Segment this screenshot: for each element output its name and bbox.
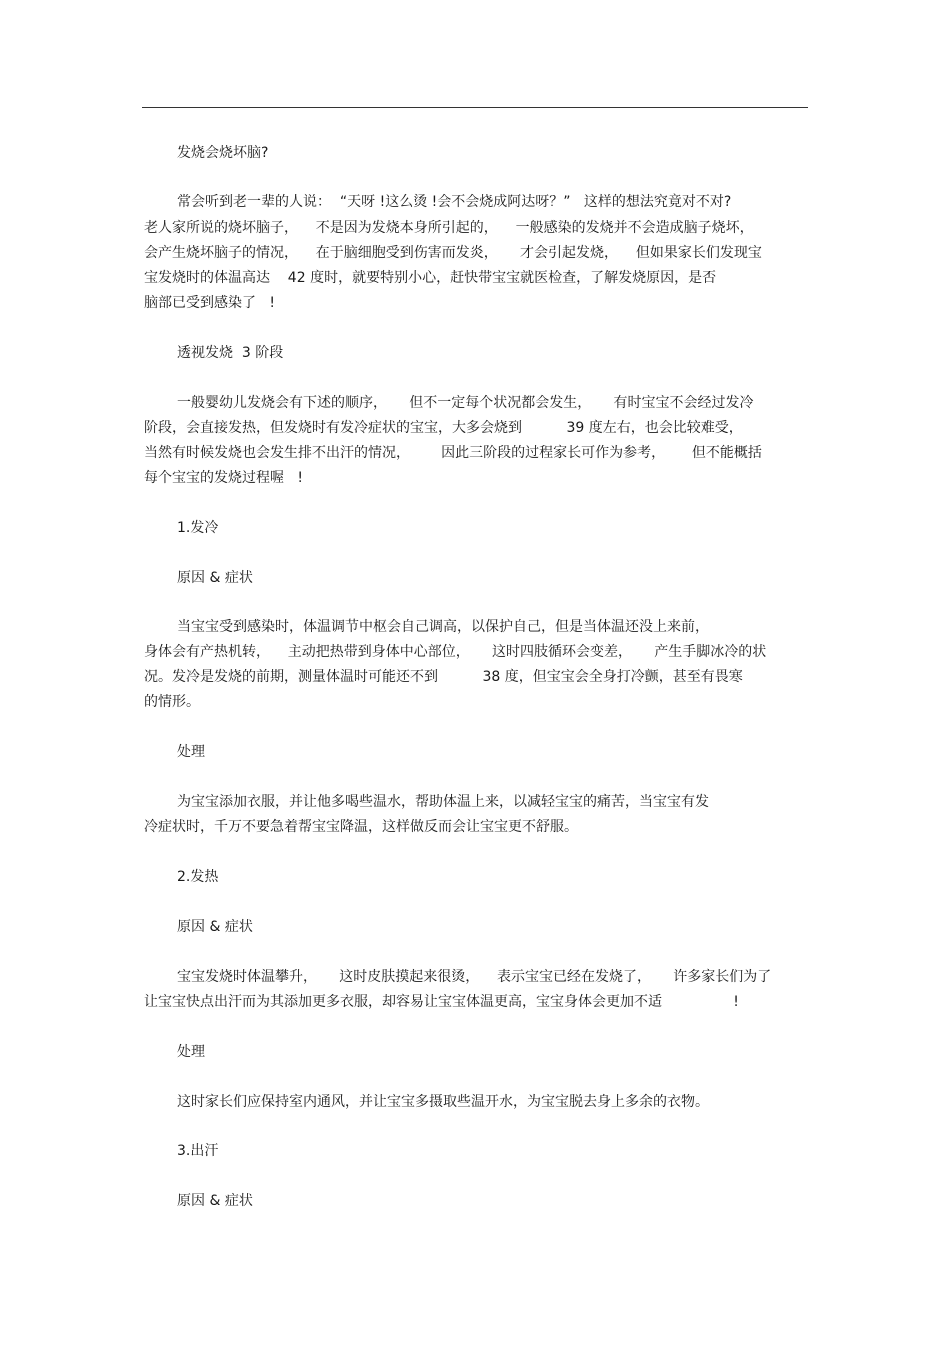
stage1-cause-line-3: 况。发冷是发烧的前期，测量体温时可能还不到 38 度，但宝宝会全身打冷颤，甚至有畏寒 [144,669,743,685]
stage2-cause-line-1: 宝宝发烧时体温攀升， 这时皮肤摸起来很烫， 表示宝宝已经在发烧了， 许多家长们为了 [177,969,772,985]
stage3-title: 3.出汗 [177,1143,219,1159]
stage1-treat-label: 处理 [177,744,205,760]
stage1-cause-line-4: 的情形。 [144,694,200,710]
stage1-treat-line-2: 冷症状时，千万不要急着帮宝宝降温，这样做反而会让宝宝更不舒服。 [144,819,578,835]
stage2-treat-label: 处理 [177,1044,205,1060]
stage3-cause-label: 原因 & 症状 [177,1193,253,1209]
stage1-title: 1.发冷 [177,520,219,536]
heading-brain: 发烧会烧坏脑? [177,145,269,161]
para-brain-line-5: 脑部已受到感染了 ! [144,295,275,311]
para-brain-line-2: 老人家所说的烧坏脑子， 不是因为发烧本身所引起的， 一般感染的发烧并不会造成脑子烧坏， [144,220,754,236]
stage2-treat-line-1: 这时家长们应保持室内通风，并让宝宝多摄取些温开水，为宝宝脱去身上多余的衣物。 [177,1094,709,1110]
para-stages-line-1: 一般婴幼儿发烧会有下述的顺序， 但不一定每个状况都会发生， 有时宝宝不会经过发冷 [177,395,754,411]
para-brain-line-4: 宝发烧时的体温高达 42 度时，就要特别小心，赶快带宝宝就医检查，了解发烧原因，是否 [144,270,717,286]
header-rule [142,107,808,108]
stage1-cause-line-1: 当宝宝受到感染时，体温调节中枢会自己调高，以保护自己，但是当体温还没上来前， [177,619,709,635]
para-stages-line-2: 阶段，会直接发热，但发烧时有发冷症状的宝宝，大多会烧到 39 度左右，也会比较难受， [144,420,743,436]
stage1-cause-label: 原因 & 症状 [177,570,253,586]
para-brain-line-3: 会产生烧坏脑子的情况， 在于脑细胞受到伤害而发炎， 才会引起发烧， 但如果家长们发现宝 [144,245,762,261]
para-stages-line-3: 当然有时候发烧也会发生排不出汗的情况， 因此三阶段的过程家长可作为参考， 但不能概括 [144,445,762,461]
stage1-cause-line-2: 身体会有产热机转， 主动把热带到身体中心部位， 这时四肢循环会变差， 产生手脚冰冷的状 [144,644,767,660]
stage2-cause-line-2: 让宝宝快点出汗而为其添加更多衣服，却容易让宝宝体温更高，宝宝身体会更加不适 ! [144,994,739,1010]
stage2-cause-label: 原因 & 症状 [177,919,253,935]
stage2-title: 2.发热 [177,869,219,885]
heading-stages: 透视发烧 3 阶段 [177,345,284,361]
stage1-treat-line-1: 为宝宝添加衣服，并让他多喝些温水，帮助体温上来，以减轻宝宝的痛苦，当宝宝有发 [177,794,709,810]
para-brain-line-1: 常会听到老一辈的人说： “天呀 !这么烫 !会不会烧成阿达呀？” 这样的想法究竟对不对? [177,194,732,210]
para-stages-line-4: 每个宝宝的发烧过程喔 ! [144,470,303,486]
